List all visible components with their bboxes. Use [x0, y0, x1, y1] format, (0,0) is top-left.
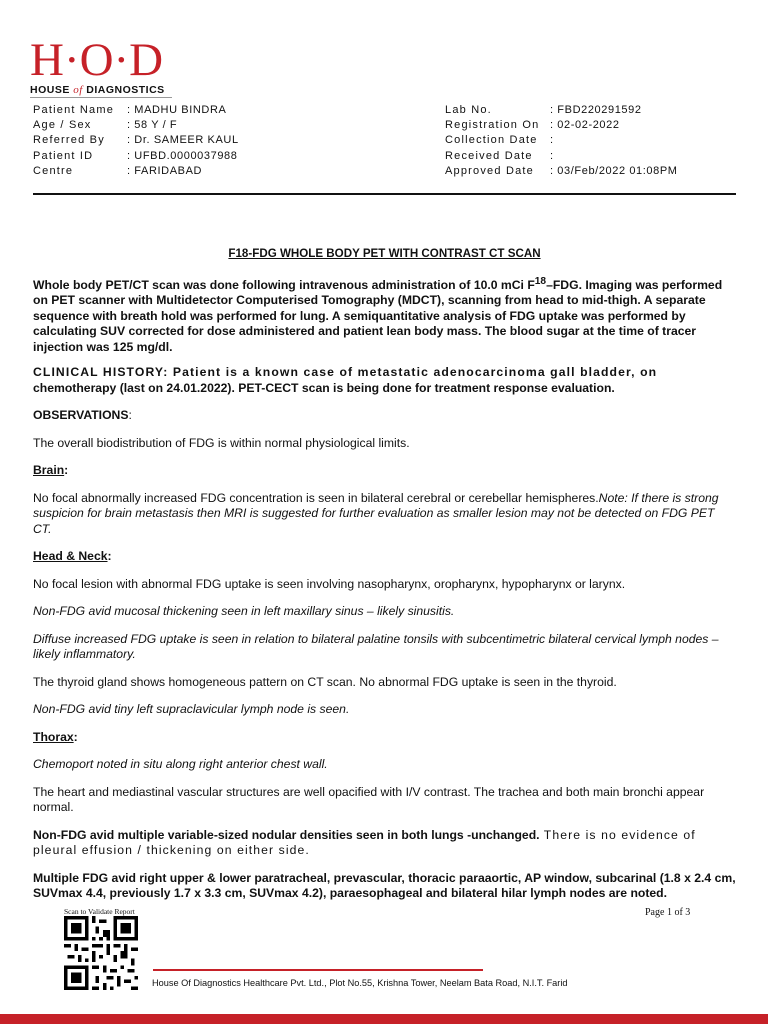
patient-id-row: Patient ID : UFBD.0000037988: [33, 149, 238, 162]
hn-finding-5: Non-FDG avid tiny left supraclavicular lymph node is seen.: [33, 702, 350, 717]
header-divider: [33, 193, 736, 195]
brain-findings: No focal abnormally increased FDG concentration is seen in bilateral cerebral or cerebellar hemispheres.Note: If there is strong suspicion for brain metastasis then MRI is suggested for further evaluation as smaller lesion may not be detected on FDG PET CT.: [33, 490, 719, 536]
thorax-finding-3: Non-FDG avid multiple variable-sized nodular densities seen in both lungs -unchanged. There is no evidence of pleural effusion / thickening on either side.: [33, 827, 696, 858]
logo-tagline: HOUSE of DIAGNOSTICS: [30, 84, 165, 96]
patient-name-row: Patient Name : MADHU BINDRA: [33, 104, 227, 116]
observations-heading: OBSERVATIONS:: [33, 408, 132, 423]
brain-heading: Brain:: [33, 463, 69, 478]
thorax-finding-2: The heart and mediastinal vascular structures are well opacified with I/V contrast. The trachea and both main bronchi appear normal.: [33, 784, 705, 815]
overall-biodistribution: The overall biodistribution of FDG is within normal physiological limits.: [33, 435, 410, 450]
collection-date-row: Collection Date :: [445, 134, 554, 147]
head-neck-heading: Head & Neck:: [33, 549, 112, 564]
footer-red-rule: [153, 969, 483, 971]
scan-to-validate-label: Scan to Validate Report: [64, 907, 135, 916]
intro-paragraph: Whole body PET/CT scan was done following intravenous administration of 10.0 mCi $F^{18}$–FDG. Imaging was performed on PET scanner with Multidetector Computerised Tomography (MDCT), scanning from head to mid-thigh. A separate sequence with breath hold was performed for lung. A semiquantitative analysis of FDG uptake was performed by calculating SUV corrected for dose administered and patient lean body mass. The blood sugar at the time of tracer injection was 125 mg/dl.: [33, 275, 723, 354]
thorax-finding-1: Chemoport noted in situ along right anterior chest wall.: [33, 757, 328, 772]
logo-wordmark: H·O·D: [30, 34, 164, 86]
patient-details-right: [445, 103, 678, 179]
lab-no-row: Lab No. : FBD220291592: [445, 104, 642, 116]
hn-finding-4: The thyroid gland shows homogeneous pattern on CT scan. No abnormal FDG uptake is seen in the thyroid.: [33, 674, 617, 689]
thorax-finding-4: Multiple FDG avid right upper & lower paratracheal, prevascular, thoracic paraaortic, AP window, subcarinal (1.8 x 2.4 cm, SUVmax 4.4, previously 1.7 x 3.3 cm, SUVmax 4.2), paraesophageal and bilateral hilar lymph nodes are noted.: [33, 870, 736, 901]
page-number: Page 1 of 3: [645, 907, 691, 918]
report-title: F18-FDG WHOLE BODY PET WITH CONTRAST CT SCAN: [228, 247, 541, 260]
hn-finding-3: Diffuse increased FDG uptake is seen in relation to bilateral palatine tonsils with subcentimetric bilateral cervical lymph nodes – likely inflammatory.: [33, 631, 719, 662]
hn-finding-1: No focal lesion with abnormal FDG uptake is seen involving nasopharynx, oropharynx, hypopharynx or larynx.: [33, 576, 626, 591]
referred-by-row: Referred By : Dr. SAMEER KAUL: [33, 134, 239, 147]
centre-row: Centre : FARIDABAD: [33, 164, 203, 177]
clinical-history: CLINICAL HISTORY: Patient is a known case of metastatic adenocarcinoma gall bladder, on chemotherapy (last on 24.01.2022). PET-CECT scan is being done for treatment response evaluation.: [33, 365, 658, 395]
registration-row: Registration On : 02-02-2022: [445, 119, 620, 132]
hod-logo: [30, 34, 172, 98]
received-date-row: Received Date :: [445, 149, 554, 162]
hn-finding-2: Non-FDG avid mucosal thickening seen in left maxillary sinus – likely sinusitis.: [33, 604, 455, 619]
approved-date-row: Approved Date : 03/Feb/2022 01:08PM: [445, 164, 678, 177]
patient-details-left: [33, 103, 239, 179]
validation-qr-code[interactable]: [64, 916, 138, 990]
age-sex-row: Age / Sex : 58 Y / F: [33, 119, 178, 132]
thorax-heading: Thorax:: [33, 729, 78, 744]
footer-address: House Of Diagnostics Healthcare Pvt. Ltd., Plot No.55, Krishna Tower, Neelam Bata Road, N.I.T. Farid: [152, 978, 568, 988]
report-body: [33, 246, 736, 902]
footer-red-bar: [0, 1014, 768, 1024]
logo-underline: [30, 97, 172, 98]
